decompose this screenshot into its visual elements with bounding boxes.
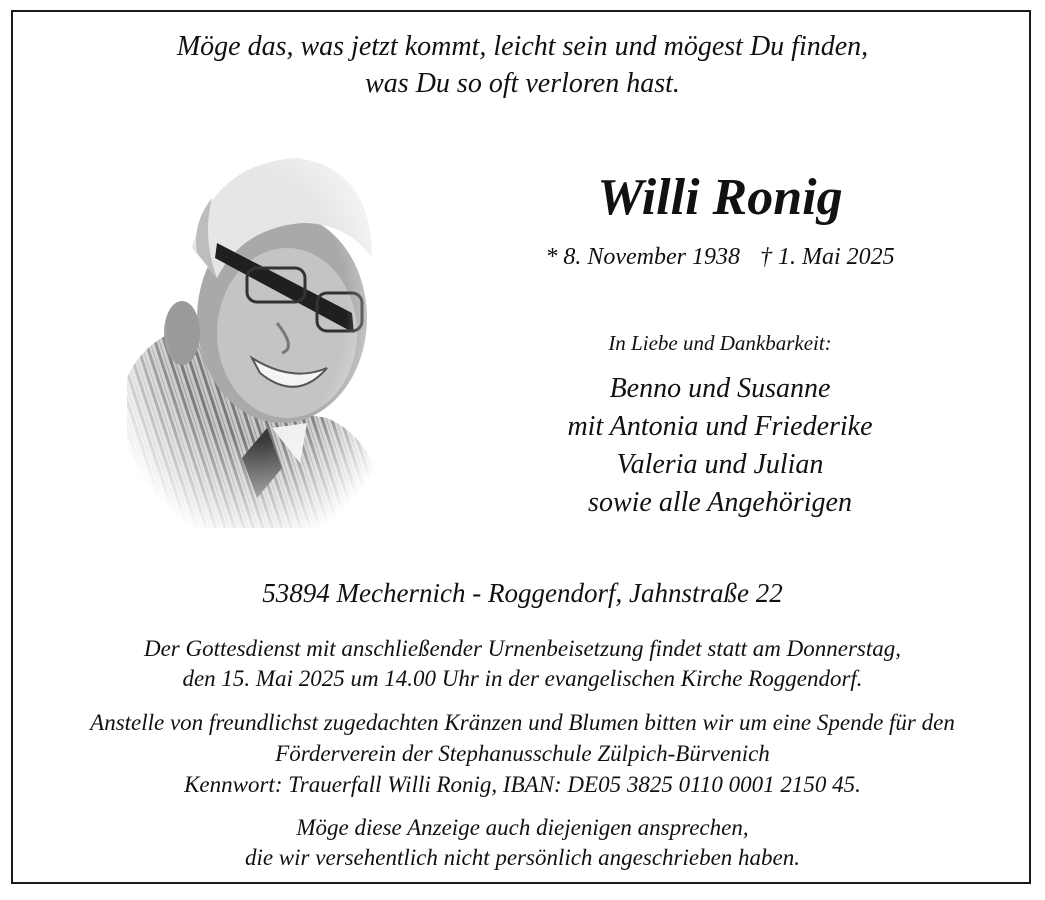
mourner-line: Benno und Susanne <box>609 373 831 404</box>
birth-date: * 8. November 1938 <box>545 244 740 270</box>
mourner-line: mit Antonia und Friederike <box>567 411 873 442</box>
portrait-photo <box>122 128 392 528</box>
closing-line-1: Möge diese Anzeige auch diejenigen ansprechen, <box>296 815 749 840</box>
mourners-list <box>470 370 970 522</box>
life-dates <box>470 242 970 272</box>
motto <box>0 28 1045 102</box>
motto-line-2: was Du so oft verloren hast. <box>365 68 680 99</box>
motto-line-1: Möge das, was jetzt kommt, leicht sein und mögest Du finden, <box>176 31 869 62</box>
family-address: 53894 Mechernich - Roggendorf, Jahnstraße 22 <box>262 578 783 608</box>
closing-note <box>0 813 1045 873</box>
service-info <box>0 634 1045 694</box>
mourner-line: Valeria und Julian <box>616 449 824 480</box>
closing-line-2: die wir versehentlich nicht persönlich angeschrieben haben. <box>244 845 801 870</box>
death-date: † 1. Mai 2025 <box>759 244 895 270</box>
donation-line-1: Anstelle von freundlichst zugedachten Kränzen und Blumen bitten wir um eine Spende für den <box>90 710 955 735</box>
mourner-line: sowie alle Angehörigen <box>588 487 852 518</box>
donation-line-3: Kennwort: Trauerfall Willi Ronig, IBAN: DE05 3825 0110 0001 2150 45. <box>184 772 861 797</box>
donation-line-2: Förderverein der Stephanusschule Zülpich-Bürvenich <box>275 741 770 766</box>
service-line-2: den 15. Mai 2025 um 14.00 Uhr in der evangelischen Kirche Roggendorf. <box>182 666 863 691</box>
service-line-1: Der Gottesdienst mit anschließender Urnenbeisetzung findet statt am Donnerstag, <box>143 636 901 661</box>
mourners-intro: In Liebe und Dankbarkeit: <box>608 331 832 355</box>
deceased-name: Willi Ronig <box>597 169 843 226</box>
donation-info <box>0 707 1045 800</box>
